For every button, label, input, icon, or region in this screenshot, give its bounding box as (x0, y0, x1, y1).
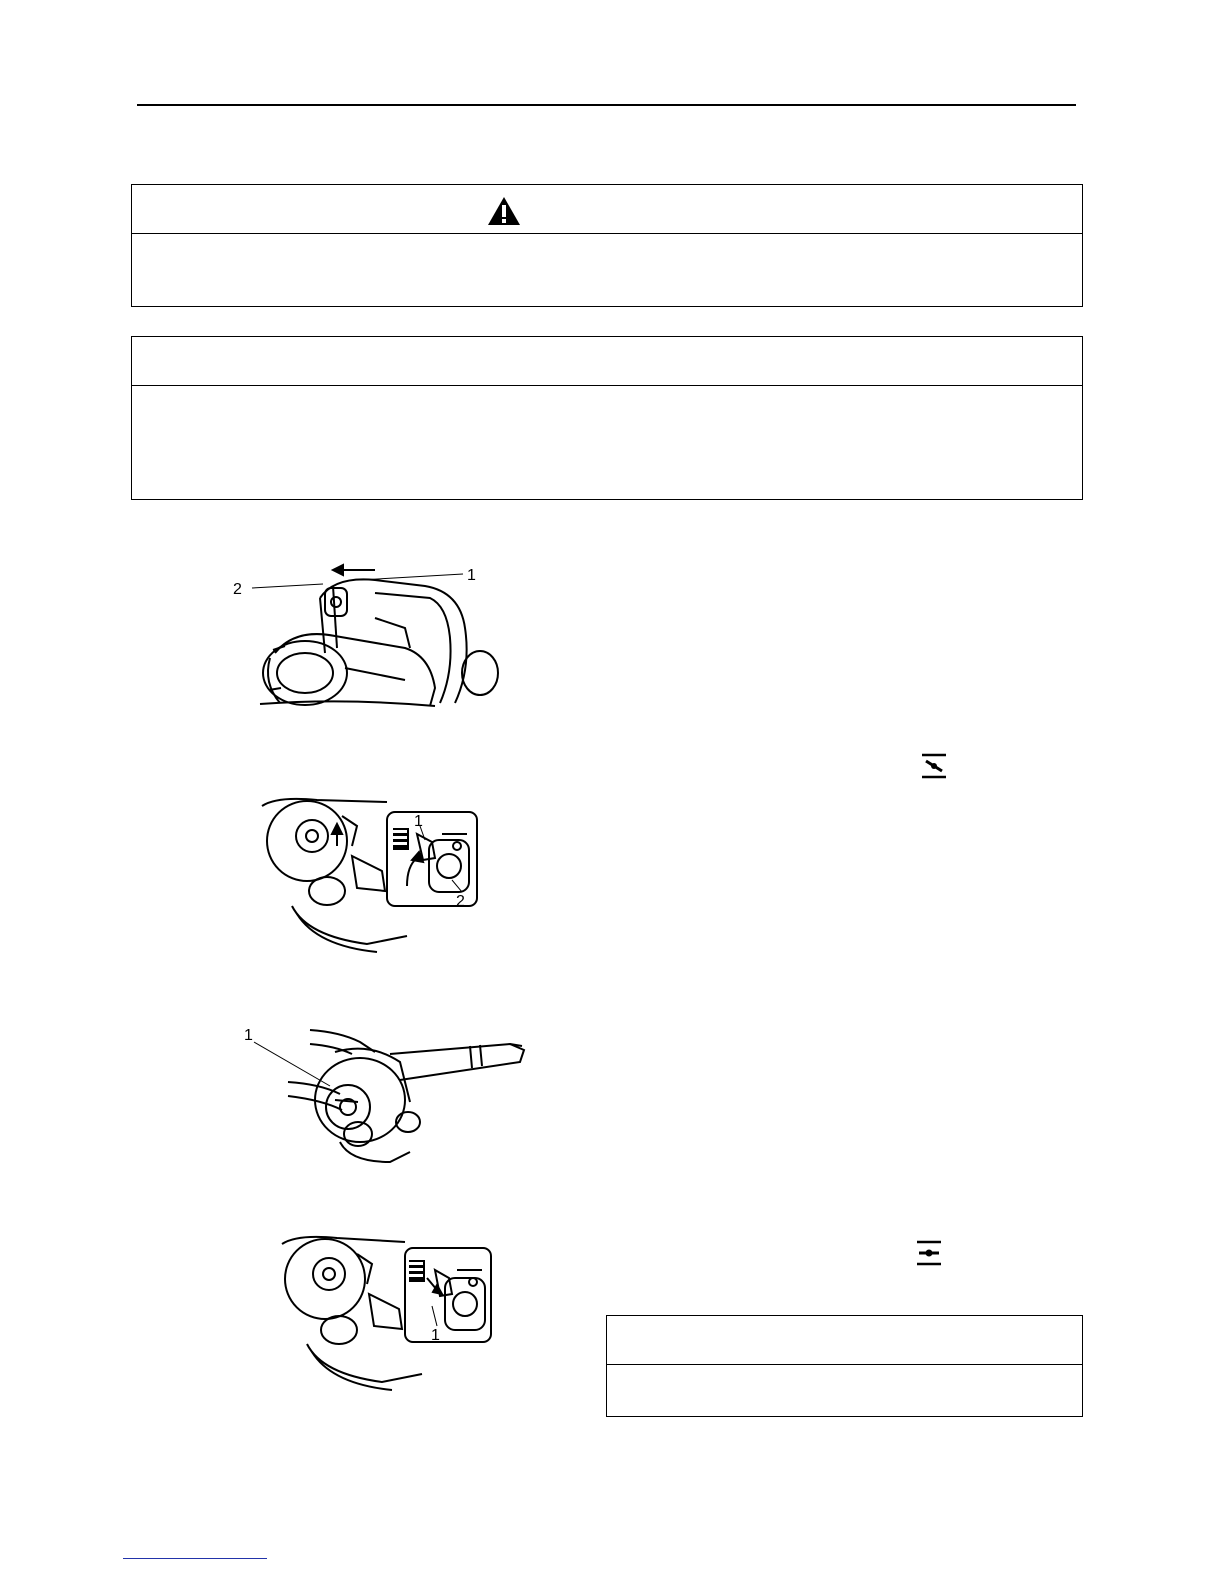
note-box (606, 1315, 1083, 1417)
header-rule (137, 104, 1076, 106)
figure-choke-lever-callout-2: 2 (456, 893, 465, 910)
figure-choke-lever (257, 796, 487, 956)
warning-triangle-icon (486, 195, 522, 227)
figure-starter-pull (240, 1022, 540, 1172)
footer-rule (123, 1558, 267, 1559)
figure-stop-switch-callout-1: 1 (467, 567, 476, 584)
note-divider (607, 1364, 1082, 1365)
choke-open-icon (915, 1239, 943, 1267)
figure-choke-lever-callout-1: 1 (414, 813, 423, 830)
figure-choke-open-callout-1: 1 (431, 1327, 440, 1344)
warning-box (131, 184, 1083, 307)
warning-divider (132, 233, 1082, 234)
caution-box (131, 336, 1083, 500)
figure-stop-switch (225, 558, 525, 708)
caution-divider (132, 385, 1082, 386)
figure-choke-open (277, 1234, 497, 1394)
choke-closed-icon (920, 752, 948, 780)
figure-stop-switch-callout-2: 2 (233, 581, 242, 598)
figure-starter-pull-callout-1: 1 (244, 1027, 253, 1044)
